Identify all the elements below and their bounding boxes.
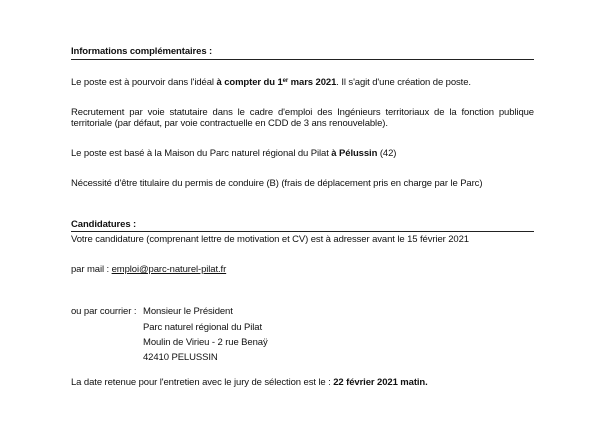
interview-prefix: La date retenue pour l'entretien avec le jury de sélection est le : xyxy=(71,377,334,388)
address-organization: Parc naturel régional du Pilat xyxy=(143,322,262,333)
address-street: Moulin de Virieu - 2 rue Benaÿ xyxy=(143,337,268,348)
start-date-paragraph xyxy=(71,77,534,88)
address-recipient: Monsieur le Président xyxy=(143,306,233,317)
applications-section-title: Candidatures : xyxy=(71,219,137,230)
start-date-day: à compter du 1 xyxy=(216,77,283,88)
location-paragraph xyxy=(71,148,534,159)
info-section-divider xyxy=(71,59,534,60)
info-section-title: Informations complémentaires : xyxy=(71,46,213,57)
post-label: ou par courrier : xyxy=(71,306,137,317)
applications-section-divider xyxy=(71,231,534,232)
interview-date: 22 février 2021 matin. xyxy=(333,377,428,388)
applications-intro: Votre candidature (comprenant lettre de motivation et CV) est à adresser avant le 15 février 2021 xyxy=(71,234,469,245)
mail-line xyxy=(71,264,534,275)
location-prefix: Le poste est basé à la Maison du Parc naturel régional du Pilat xyxy=(71,148,332,159)
start-date-superscript: er xyxy=(282,78,289,84)
start-date-prefix: Le poste est à pourvoir dans l'idéal xyxy=(71,77,217,88)
address-city: 42410 PELUSSIN xyxy=(143,352,218,363)
location-town: à Pélussin xyxy=(331,148,378,159)
location-suffix: (42) xyxy=(377,148,397,159)
interview-paragraph xyxy=(71,377,534,388)
start-date-suffix: . Il s'agit d'une création de poste. xyxy=(336,77,471,88)
mail-label: par mail : xyxy=(71,264,112,275)
license-paragraph: Nécessité d'être titulaire du permis de conduire (B) (frais de déplacement pris en charge par le Parc) xyxy=(71,178,483,189)
mail-link[interactable]: emploi@parc-naturel-pilat.fr xyxy=(111,264,227,275)
recruitment-paragraph: Recrutement par voie statutaire dans le cadre d'emploi des Ingénieurs territoriaux de la fonction publique territoriale (par défaut, par voie contractuelle en CDD de 3 ans renouvelable). xyxy=(71,107,534,129)
start-date-month: mars 2021 xyxy=(288,77,337,88)
